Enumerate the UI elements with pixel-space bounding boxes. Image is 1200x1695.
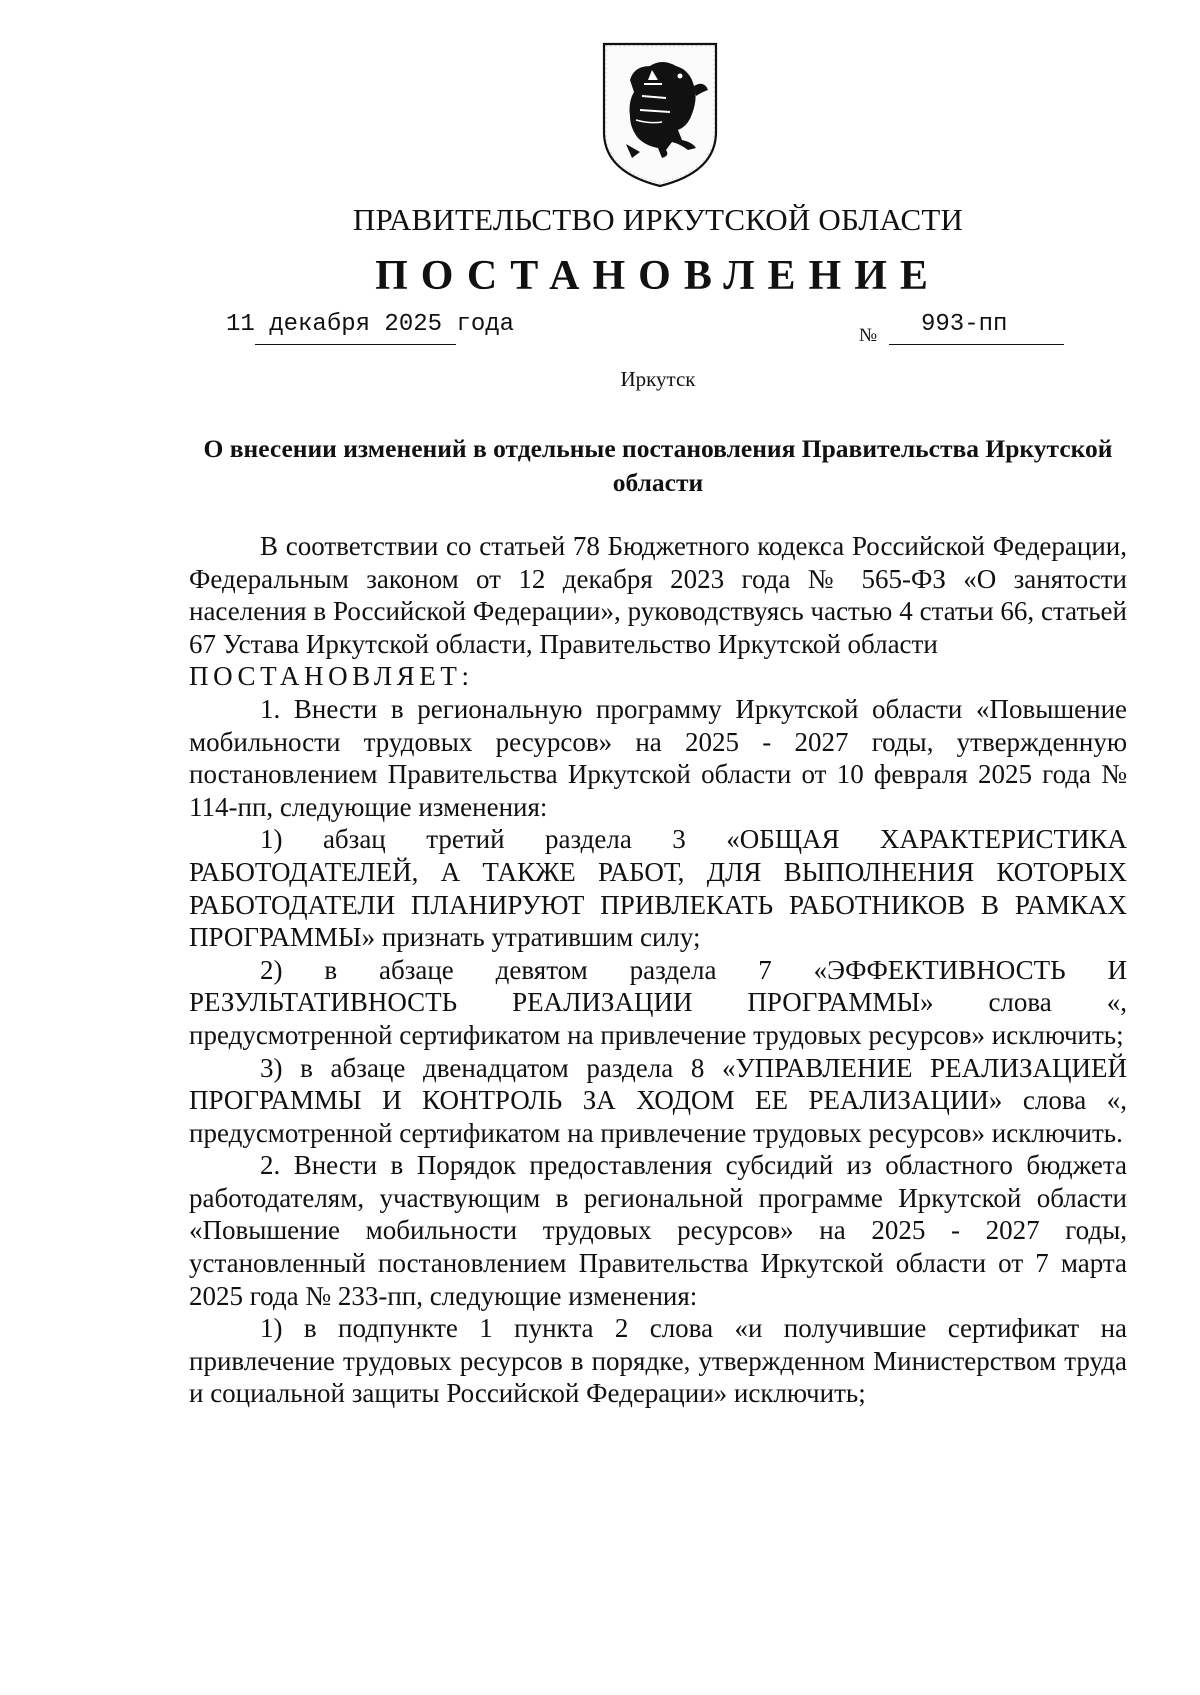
resolves-keyword: ПОСТАНОВЛЯЕТ: xyxy=(189,661,474,692)
government-name: ПРАВИТЕЛЬСТВО ИРКУТСКОЙ ОБЛАСТИ xyxy=(352,202,964,237)
preamble-paragraph: В соответствии со статьей 78 Бюджетного кодекса Российской Федерации, Федеральным законом от 12 декабря 2023 года № 565-ФЗ «О занятости населения в Российской Федерации», руководствуясь частью 4 статьи 66, статьей 67 Устава Иркутской области, Правительство Иркутской области xyxy=(189,531,1127,659)
item-1-2-paragraph: 2) в абзаце девятом раздела 7 «ЭФФЕКТИВНОСТЬ И РЕЗУЛЬТАТИВНОСТЬ РЕАЛИЗАЦИИ ПРОГРАММЫ» слова «, предусмотренной сертификатом на привлечение трудовых ресурсов» исключить; xyxy=(189,954,1127,1050)
item-2-1-paragraph: 1) в подпункте 1 пункта 2 слова «и получившие сертификат на привлечение трудовых ресурсов в порядке, утвержденном Министерством труда и социальной защиты Российской Федерации» исключить; xyxy=(189,1313,1127,1409)
number-sign: № xyxy=(859,325,878,346)
document-title: О внесении изменений в отдельные постановления Правительства Иркутской области xyxy=(203,434,1113,497)
item-1-paragraph: 1. Внести в региональную программу Иркутской области «Повышение мобильности трудовых ресурсов» на 2025 - 2027 годы, утвержденную постановлением Правительства Иркутской области от 10 февраля 2025 года № 114-пп, следующие изменения: xyxy=(189,693,1127,822)
item-1-1-paragraph: 1) абзац третий раздела 3 «ОБЩАЯ ХАРАКТЕРИСТИКА РАБОТОДАТЕЛЕЙ, А ТАКЖЕ РАБОТ, ДЛЯ ВЫПОЛНЕНИЯ КОТОРЫХ РАБОТОДАТЕЛИ ПЛАНИРУЮТ ПРИВЛЕКАТЬ РАБОТНИКОВ В РАМКАХ ПРОГРАММЫ» признать утратившим силу; xyxy=(189,824,1127,953)
number-underline xyxy=(889,344,1064,345)
item-2-paragraph: 2. Внести в Порядок предоставления субсидий из областного бюджета работодателям, участвующим в региональной программе Иркутской области «Повышение мобильности трудовых ресурсов» на 2025 - 2027 годы, установленный постановлением Правительства Иркутской области от 7 марта 2025 года № 233-пп, следующие изменения: xyxy=(189,1150,1127,1311)
document-date: 11 декабря 2025 года xyxy=(226,311,515,338)
date-underline xyxy=(255,344,456,345)
document-number: 993-пп xyxy=(921,311,1008,338)
document-type: ПОСТАНОВЛЕНИЕ xyxy=(375,253,941,299)
issue-city: Иркутск xyxy=(620,367,696,391)
document-body xyxy=(189,530,1127,1410)
item-1-3-paragraph: 3) в абзаце двенадцатом раздела 8 «УПРАВЛЕНИЕ РЕАЛИЗАЦИЕЙ ПРОГРАММЫ И КОНТРОЛЬ ЗА ХОДОМ ЕЕ РЕАЛИЗАЦИИ» слова «, предусмотренной сертификатом на привлечение трудовых ресурсов» исключить. xyxy=(189,1052,1127,1148)
coat-of-arms-emblem xyxy=(600,40,720,188)
